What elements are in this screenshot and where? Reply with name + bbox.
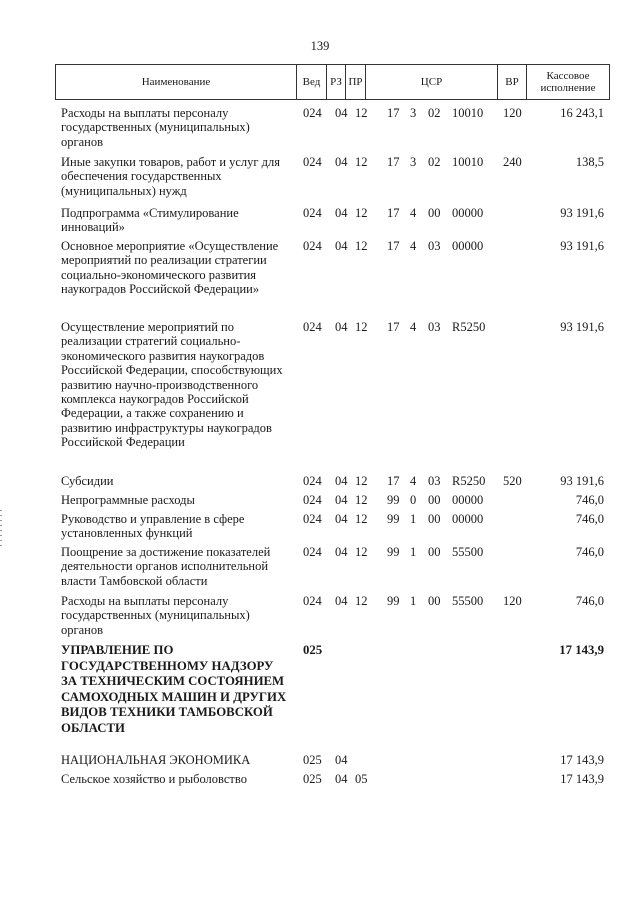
row-csr-direction: 00000	[452, 493, 484, 507]
row-name: Осуществление мероприятий по реализации стратегий социально-экономического развития наукоградов Российской Федерации, способствующих развитию научно-производственного комплекса наукоградов Российской Федерации, а также сохранению и развитию инфраструктуры наукоградов Российской Федерации	[61, 320, 283, 450]
row-ved: 024	[303, 512, 322, 526]
table-header	[55, 64, 610, 100]
row-csr-program: 99	[387, 512, 400, 526]
row-csr-event: 00	[428, 493, 441, 507]
row-csr-event: 03	[428, 320, 441, 334]
row-pr: 12	[355, 474, 368, 488]
row-kas: 93 191,6	[560, 474, 604, 488]
row-csr-program: 99	[387, 545, 400, 559]
row-csr-direction: R5250	[452, 320, 486, 334]
row-csr-direction: 00000	[452, 206, 484, 220]
row-vr: 240	[503, 155, 522, 169]
header-pr: ПР	[345, 65, 365, 99]
row-name: УПРАВЛЕНИЕ ПО ГОСУДАРСТВЕННОМУ НАДЗОРУ ЗА ТЕХНИЧЕСКИМ СОСТОЯНИЕМ САМОХОДНЫХ МАШИН И ДРУГИХ ВИДОВ ТЕХНИКИ ТАМБОВСКОЙ ОБЛАСТИ	[61, 643, 287, 735]
row-csr-program: 17	[387, 155, 400, 169]
row-csr-event: 02	[428, 155, 441, 169]
row-ved: 024	[303, 545, 322, 559]
row-name: Руководство и управление в сфере установленных функций	[61, 512, 245, 541]
row-csr-direction: 55500	[452, 594, 484, 608]
row-kas: 93 191,6	[560, 206, 604, 220]
row-ved: 024	[303, 106, 322, 120]
binding-margin-mark	[0, 510, 3, 570]
row-csr-direction: 55500	[452, 545, 484, 559]
row-csr-event: 03	[428, 239, 441, 253]
row-csr-event: 03	[428, 474, 441, 488]
row-kas: 138,5	[575, 155, 604, 169]
row-csr-program: 17	[387, 106, 400, 120]
row-kas: 17 143,9	[560, 772, 604, 786]
row-name: Иные закупки товаров, работ и услуг для обеспечения государственных (муниципальных) нужд	[61, 155, 281, 198]
row-pr: 12	[355, 155, 368, 169]
row-csr-subprogram: 4	[410, 239, 417, 253]
row-rz: 04	[335, 206, 348, 220]
row-ved: 024	[303, 239, 322, 253]
row-csr-program: 17	[387, 320, 400, 334]
row-pr: 12	[355, 512, 368, 526]
row-ved: 024	[303, 155, 322, 169]
row-pr: 12	[355, 594, 368, 608]
row-ved: 025	[303, 753, 322, 767]
row-csr-direction: 00000	[452, 239, 484, 253]
row-kas: 93 191,6	[560, 320, 604, 334]
row-ved: 024	[303, 320, 322, 334]
row-rz: 04	[335, 772, 348, 786]
row-rz: 04	[335, 239, 348, 253]
row-name: Расходы на выплаты персоналу государственных (муниципальных) органов	[61, 594, 250, 637]
row-kas: 746,0	[575, 493, 604, 507]
row-csr-direction: 00000	[452, 512, 484, 526]
row-csr-direction: 10010	[452, 155, 484, 169]
row-rz: 04	[335, 512, 348, 526]
row-csr-event: 00	[428, 545, 441, 559]
row-ved: 024	[303, 474, 322, 488]
row-csr-event: 00	[428, 594, 441, 608]
row-pr: 12	[355, 493, 368, 507]
row-name: Подпрограмма «Стимулирование инноваций»	[61, 206, 239, 235]
row-vr: 520	[503, 474, 522, 488]
page-number: 139	[310, 39, 330, 53]
row-csr-subprogram: 1	[410, 594, 417, 608]
header-name: Наименование	[141, 76, 211, 88]
row-csr-event: 00	[428, 206, 441, 220]
row-csr-subprogram: 3	[410, 155, 417, 169]
row-kas: 746,0	[575, 545, 604, 559]
row-csr-program: 99	[387, 493, 400, 507]
row-csr-subprogram: 1	[410, 545, 417, 559]
row-csr-program: 17	[387, 206, 400, 220]
row-csr-subprogram: 3	[410, 106, 417, 120]
row-pr: 12	[355, 320, 368, 334]
row-csr-program: 99	[387, 594, 400, 608]
row-vr: 120	[503, 594, 522, 608]
row-rz: 04	[335, 320, 348, 334]
row-name: Расходы на выплаты персоналу государственных (муниципальных) органов	[61, 106, 250, 149]
row-ved: 024	[303, 206, 322, 220]
row-csr-event: 02	[428, 106, 441, 120]
row-csr-subprogram: 0	[410, 493, 417, 507]
row-rz: 04	[335, 594, 348, 608]
row-kas: 746,0	[575, 512, 604, 526]
row-pr: 12	[355, 545, 368, 559]
row-kas: 93 191,6	[560, 239, 604, 253]
row-csr-subprogram: 4	[410, 320, 417, 334]
row-csr-subprogram: 1	[410, 512, 417, 526]
row-kas: 746,0	[575, 594, 604, 608]
row-rz: 04	[335, 155, 348, 169]
row-ved: 024	[303, 493, 322, 507]
row-csr-program: 17	[387, 474, 400, 488]
row-rz: 04	[335, 106, 348, 120]
row-name: НАЦИОНАЛЬНАЯ ЭКОНОМИКА	[61, 753, 251, 767]
row-vr: 120	[503, 106, 522, 120]
row-kas: 17 143,9	[559, 643, 604, 657]
row-rz: 04	[335, 753, 348, 767]
header-rz: РЗ	[326, 65, 345, 99]
row-name: Поощрение за достижение показателей деятельности органов исполнительной власти Тамбовской области	[61, 545, 271, 588]
row-pr: 12	[355, 206, 368, 220]
row-csr-subprogram: 4	[410, 474, 417, 488]
row-name: Субсидии	[61, 474, 114, 488]
row-csr-direction: 10010	[452, 106, 484, 120]
row-rz: 04	[335, 474, 348, 488]
header-csr: ЦСР	[365, 65, 497, 99]
row-pr: 12	[355, 239, 368, 253]
row-rz: 04	[335, 545, 348, 559]
row-rz: 04	[335, 493, 348, 507]
row-name: Непрограммные расходы	[61, 493, 195, 507]
header-kas: Кассовое исполнение	[526, 65, 609, 99]
row-pr: 12	[355, 106, 368, 120]
row-ved: 024	[303, 594, 322, 608]
row-csr-subprogram: 4	[410, 206, 417, 220]
row-name: Основное мероприятие «Осуществление мероприятий по реализации стратегии социально-экономического развития наукоградов Российской Федерации»	[61, 239, 279, 297]
row-csr-event: 00	[428, 512, 441, 526]
row-ved: 025	[303, 643, 323, 657]
row-csr-direction: R5250	[452, 474, 486, 488]
row-kas: 16 243,1	[560, 106, 604, 120]
row-csr-program: 17	[387, 239, 400, 253]
header-ved: Вед	[296, 65, 326, 99]
row-pr: 05	[355, 772, 368, 786]
header-vr: ВР	[497, 65, 526, 99]
row-name: Сельское хозяйство и рыболовство	[61, 772, 247, 786]
row-ved: 025	[303, 772, 322, 786]
row-kas: 17 143,9	[560, 753, 604, 767]
